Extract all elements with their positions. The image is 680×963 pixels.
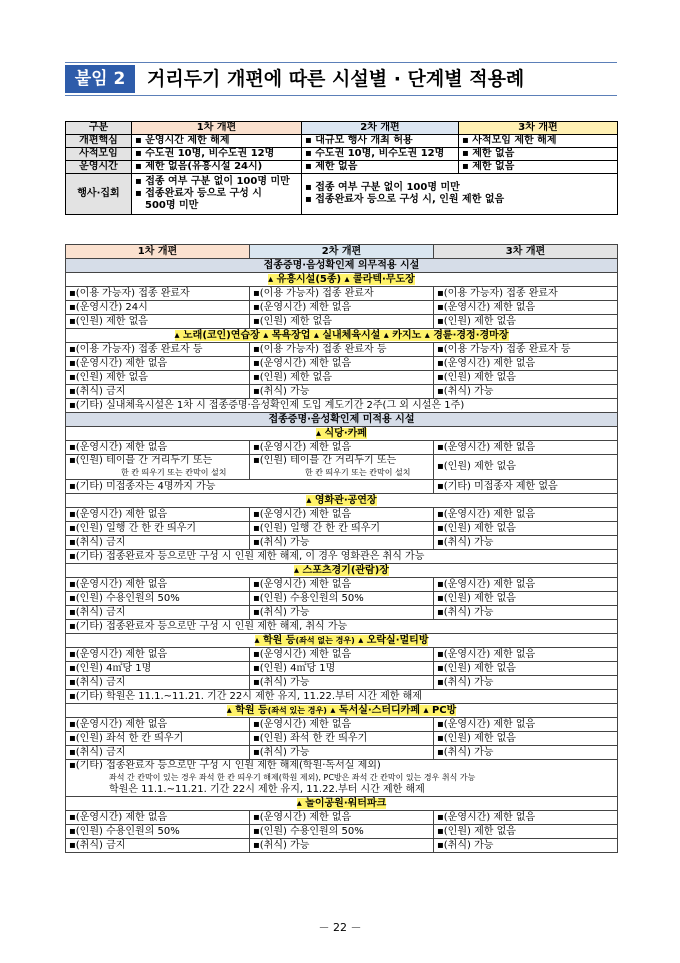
table-cell: ▪(운영시간) 24시: [66, 301, 250, 315]
table-cell: ▪(운영시간) 제한 없음: [434, 578, 618, 592]
table-row: [66, 371, 618, 385]
table-cell: ▪(인원) 제한 없음: [66, 371, 250, 385]
table-cell: ▪(인원) 수용인원의 50%: [66, 825, 250, 839]
detail-table: [65, 244, 618, 853]
table-cell: ▪(운영시간) 제한 없음: [250, 301, 434, 315]
col-header: 2차 개편: [250, 245, 434, 259]
table-cell: ▪(인원) 수용인원의 50%: [250, 825, 434, 839]
table-row: [66, 148, 618, 161]
table-row: [66, 606, 618, 620]
facility-group-title: ▴ 스포츠경기(관람)장: [66, 564, 618, 578]
table-cell: ▪(운영시간) 제한 없음: [66, 441, 250, 455]
table-cell: ▪ 제한 없음: [459, 148, 618, 161]
table-cell: ▪(인원) 제한 없음: [250, 371, 434, 385]
facility-group-title: ▴ 유흥시설(5종) ▴ 콜라텍·무도장: [66, 273, 618, 287]
summary-header-row: [66, 122, 618, 135]
col-header: 2차 개편: [302, 122, 459, 135]
table-cell: ▪(취식) 가능: [434, 536, 618, 550]
appendix-badge: 붙임 2: [65, 65, 135, 93]
table-row: [66, 648, 618, 662]
table-row: [66, 455, 618, 480]
table-cell: ▪(인원) 4㎡당 1명: [66, 662, 250, 676]
table-row: [66, 662, 618, 676]
table-cell: ▪(운영시간) 제한 없음: [250, 718, 434, 732]
table-cell: ▪(인원) 제한 없음: [250, 315, 434, 329]
table-cell: ▪(취식) 가능: [250, 385, 434, 399]
table-cell: ▪(운영시간) 제한 없음: [250, 441, 434, 455]
summary-table: [65, 121, 618, 215]
table-row: [66, 135, 618, 148]
table-cell: [302, 174, 618, 215]
table-cell: ▪(이용 가능자) 접종 완료자: [250, 287, 434, 301]
table-cell: ▪ 수도권 10명, 비수도권 12명: [132, 148, 302, 161]
table-cell: ▪(취식) 가능: [250, 606, 434, 620]
col-header: 3차 개편: [459, 122, 618, 135]
table-row: [66, 480, 618, 494]
table-cell: ▪(운영시간) 제한 없음: [250, 578, 434, 592]
table-cell: ▪ 사적모임 제한 해제: [459, 135, 618, 148]
table-cell: [66, 455, 250, 480]
table-row: [66, 839, 618, 853]
table-row: [66, 508, 618, 522]
table-cell: ▪(이용 가능자) 접종 완료자 등: [66, 343, 250, 357]
table-cell: ▪(운영시간) 제한 없음: [250, 648, 434, 662]
table-cell: ▪(운영시간) 제한 없음: [250, 811, 434, 825]
col-header: 1차 개편: [132, 122, 302, 135]
table-cell: ▪(인원) 좌석 한 칸 띄우기: [66, 732, 250, 746]
table-cell: ▪(인원) 일행 간 한 칸 띄우기: [66, 522, 250, 536]
facility-group-title: ▴ 학원 등(좌석 없는 경우) ▴ 오락실·멀티방: [66, 634, 618, 648]
table-cell: ▪(취식) 가능: [250, 676, 434, 690]
cell-line: ▪ 접종 여부 구분 없이 100명 미만: [305, 182, 460, 193]
table-cell: ▪ 대규모 행사 개최 허용: [302, 135, 459, 148]
table-cell: ▪(기타) 미접종자는 4명까지 가능: [66, 480, 434, 494]
page-title: 거리두기 개편에 따른 시설별 · 단계별 적용례: [147, 68, 525, 90]
table-cell: ▪(운영시간) 제한 없음: [434, 301, 618, 315]
table-row: [66, 174, 618, 215]
table-cell: ▪(운영시간) 제한 없음: [66, 578, 250, 592]
row-label: 행사·집회: [66, 174, 132, 215]
table-cell: ▪(운영시간) 제한 없음: [66, 648, 250, 662]
table-cell: ▪(취식) 가능: [250, 839, 434, 853]
table-row: [66, 718, 618, 732]
table-row: [66, 732, 618, 746]
table-cell: ▪(운영시간) 제한 없음: [66, 508, 250, 522]
table-cell: ▪(운영시간) 제한 없음: [434, 648, 618, 662]
note-line: 좌석 간 칸막이 있는 경우 좌석 한 칸 띄우기 해제(학원 제외), PC방은 좌석 간 칸막이 있는 경우 취식 가능: [109, 773, 476, 782]
page-number: － 22 －: [318, 921, 362, 934]
table-cell: ▪(운영시간) 제한 없음: [66, 811, 250, 825]
table-cell: ▪(운영시간) 제한 없음: [434, 357, 618, 371]
table-row: [66, 522, 618, 536]
table-cell: ▪(인원) 제한 없음: [434, 455, 618, 480]
table-cell: ▪ 운영시간 제한 해제: [132, 135, 302, 148]
table-row: [66, 301, 618, 315]
col-header: 3차 개편: [434, 245, 618, 259]
table-cell: ▪(인원) 제한 없음: [434, 371, 618, 385]
table-row: [66, 536, 618, 550]
table-row: [66, 385, 618, 399]
col-header: 구분: [66, 122, 132, 135]
table-cell: ▪(운영시간) 제한 없음: [434, 441, 618, 455]
table-cell: ▪(인원) 제한 없음: [434, 662, 618, 676]
table-cell: ▪(인원) 제한 없음: [434, 315, 618, 329]
table-cell: ▪(취식) 가능: [434, 746, 618, 760]
note-cell: [66, 760, 618, 797]
facility-group-title: ▴ 영화관·공연장: [66, 494, 618, 508]
table-cell: ▪(취식) 금지: [66, 536, 250, 550]
table-cell: ▪(인원) 수용인원의 50%: [250, 592, 434, 606]
table-cell: ▪(운영시간) 제한 없음: [434, 508, 618, 522]
table-cell: ▪(취식) 금지: [66, 676, 250, 690]
page-header: [65, 62, 617, 96]
section-header: 접종증명·음성확인제 미적용 시설: [66, 413, 618, 427]
table-row: [66, 578, 618, 592]
facility-group-title: ▴ 학원 등(좌석 있는 경우) ▴ 독서실·스터디카페 ▴ PC방: [66, 704, 618, 718]
table-cell: ▪(취식) 가능: [434, 606, 618, 620]
table-row: [66, 825, 618, 839]
table-cell: ▪(인원) 일행 간 한 칸 띄우기: [250, 522, 434, 536]
table-row: [66, 811, 618, 825]
table-cell: ▪(인원) 수용인원의 50%: [66, 592, 250, 606]
table-row: [66, 676, 618, 690]
note-line: 학원은 11.1.~11.21. 기간 22시 제한 유지, 11.22.부터 시간 제한 해제: [109, 784, 425, 795]
table-row: [66, 746, 618, 760]
table-row: [66, 592, 618, 606]
table-cell: ▪ 수도권 10명, 비수도권 12명: [302, 148, 459, 161]
table-row: [66, 287, 618, 301]
table-cell: ▪(취식) 금지: [66, 839, 250, 853]
table-cell: ▪(운영시간) 제한 없음: [434, 811, 618, 825]
table-cell: ▪(이용 가능자) 접종 완료자: [66, 287, 250, 301]
row-label: 사적모임: [66, 148, 132, 161]
table-cell: ▪(인원) 제한 없음: [434, 592, 618, 606]
cell-line: 한 칸 띄우기 또는 칸막이 설치: [121, 468, 227, 477]
note-cell: ▪(기타) 실내체육시설은 1차 시 접종증명·음성확인제 도입 계도기간 2주(그 외 시설은 1주): [66, 399, 618, 413]
table-cell: ▪(인원) 제한 없음: [434, 732, 618, 746]
table-cell: [132, 174, 302, 215]
cell-line: ▪(인원) 테이블 간 거리두기 또는: [253, 455, 397, 466]
table-row: [66, 315, 618, 329]
table-cell: ▪(인원) 제한 없음: [434, 522, 618, 536]
table-cell: ▪(인원) 4㎡당 1명: [250, 662, 434, 676]
table-row: [66, 343, 618, 357]
table-cell: ▪ 제한 없음: [459, 161, 618, 174]
table-cell: ▪ 제한 없음: [302, 161, 459, 174]
table-cell: ▪(인원) 제한 없음: [66, 315, 250, 329]
table-cell: ▪ 제한 없음(유흥시설 24시): [132, 161, 302, 174]
section-header: 접종증명·음성확인제 의무적용 시설: [66, 259, 618, 273]
table-cell: ▪(인원) 좌석 한 칸 띄우기: [250, 732, 434, 746]
table-cell: ▪(취식) 금지: [66, 606, 250, 620]
cell-line: ▪ 접종 여부 구분 없이 100명 미만: [135, 176, 290, 187]
table-cell: ▪(취식) 금지: [66, 746, 250, 760]
table-cell: ▪(운영시간) 제한 없음: [250, 508, 434, 522]
facility-group-title: ▴ 노래(코인)연습장 ▴ 목욕장업 ▴ 실내체육시설 ▴ 카지노 ▴ 경륜·경정·경마장: [66, 329, 618, 343]
table-row: [66, 161, 618, 174]
facility-group-title: ▴ 놀이공원·워터파크: [66, 797, 618, 811]
table-cell: ▪(취식) 가능: [434, 839, 618, 853]
table-cell: ▪(운영시간) 제한 없음: [66, 357, 250, 371]
table-cell: ▪(인원) 제한 없음: [434, 825, 618, 839]
table-cell: ▪(취식) 가능: [250, 536, 434, 550]
table-cell: [250, 455, 434, 480]
facility-group-title: ▴ 식당·카페: [66, 427, 618, 441]
table-row: [66, 357, 618, 371]
row-label: 개편핵심: [66, 135, 132, 148]
table-cell: ▪(취식) 가능: [434, 385, 618, 399]
table-cell: ▪(취식) 가능: [250, 746, 434, 760]
cell-line: ▪ 접종완료자 등으로 구성 시: [135, 188, 262, 199]
col-header: 1차 개편: [66, 245, 250, 259]
table-cell: ▪(이용 가능자) 접종 완료자 등: [250, 343, 434, 357]
cell-line: ▪ 접종완료자 등으로 구성 시, 인원 제한 없음: [305, 194, 505, 205]
row-label: 운영시간: [66, 161, 132, 174]
table-cell: ▪(기타) 미접종자 제한 없음: [434, 480, 618, 494]
table-row: [66, 441, 618, 455]
table-cell: ▪(운영시간) 제한 없음: [250, 357, 434, 371]
detail-header-row: [66, 245, 618, 259]
note-cell: ▪(기타) 접종완료자 등으로만 구성 시 인원 제한 해제, 이 경우 영화관은 취식 가능: [66, 550, 618, 564]
note-cell: ▪(기타) 학원은 11.1.~11.21. 기간 22시 제한 유지, 11.22.부터 시간 제한 해제: [66, 690, 618, 704]
table-cell: ▪(운영시간) 제한 없음: [434, 718, 618, 732]
table-cell: ▪(취식) 금지: [66, 385, 250, 399]
cell-line: 한 칸 띄우기 또는 칸막이 설치: [305, 468, 411, 477]
table-cell: ▪(이용 가능자) 접종 완료자: [434, 287, 618, 301]
table-cell: ▪(운영시간) 제한 없음: [66, 718, 250, 732]
note-line: ▪(기타) 접종완료자 등으로만 구성 시 인원 제한 해제(학원·독서실 제외): [69, 760, 381, 771]
cell-line: ▪(인원) 테이블 간 거리두기 또는: [69, 455, 213, 466]
cell-line: 500명 미만: [145, 200, 199, 211]
note-cell: ▪(기타) 접종완료자 등으로만 구성 시 인원 제한 해제, 취식 가능: [66, 620, 618, 634]
table-cell: ▪(이용 가능자) 접종 완료자 등: [434, 343, 618, 357]
table-cell: ▪(취식) 가능: [434, 676, 618, 690]
